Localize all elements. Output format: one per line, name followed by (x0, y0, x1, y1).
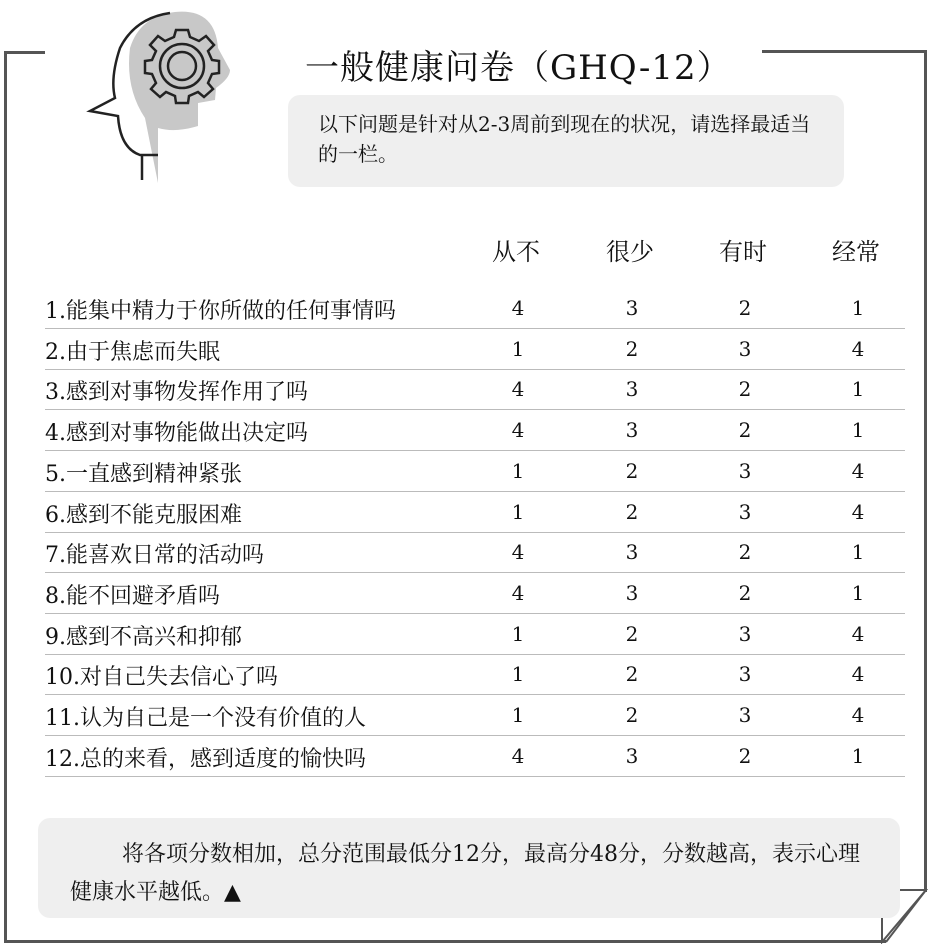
score-cell: 3 (738, 336, 752, 361)
score-cell: 1 (851, 418, 865, 443)
question-text: 1.能集中精力于你所做的任何事情吗 (45, 299, 396, 324)
head-gear-icon (80, 8, 270, 183)
question-text: 10.对自己失去信心了吗 (45, 665, 278, 691)
question-text: 8.能不回避矛盾吗 (45, 583, 220, 609)
score-cell: 4 (511, 580, 525, 605)
score-cell: 4 (851, 458, 865, 483)
question-text: 4.感到对事物能做出决定吗 (45, 421, 308, 447)
score-cell: 2 (738, 377, 752, 402)
score-cell: 2 (625, 703, 639, 727)
question-text: 2.由于焦虑而失眠 (45, 339, 220, 365)
score-cell: 3 (625, 377, 639, 402)
score-cell: 1 (851, 377, 865, 402)
table-row (45, 451, 905, 492)
column-header-often: 经常 (832, 238, 880, 266)
score-cell: 3 (625, 540, 639, 565)
score-cell: 3 (625, 580, 639, 605)
table-row (45, 736, 905, 777)
score-cell: 2 (738, 580, 752, 605)
score-cell: 3 (738, 499, 752, 524)
score-cell: 2 (625, 499, 639, 524)
table-row (45, 329, 905, 370)
frame-border-top-right (762, 50, 926, 53)
frame-border-bottom (4, 940, 886, 943)
score-cell: 3 (625, 296, 639, 320)
score-cell: 3 (625, 418, 639, 443)
score-cell: 1 (511, 458, 525, 483)
question-text: 7.能喜欢日常的活动吗 (45, 543, 264, 569)
score-cell: 1 (851, 540, 865, 565)
table-row (45, 492, 905, 533)
score-cell: 4 (851, 336, 865, 361)
intro-box: 以下问题是针对从2-3周前到现在的状况，请选择最适当的一栏。 (288, 95, 844, 187)
score-cell: 3 (738, 662, 752, 687)
score-cell: 4 (851, 621, 865, 646)
score-cell: 1 (511, 336, 525, 361)
score-cell: 4 (511, 377, 525, 402)
table-row (45, 654, 905, 695)
page-title: 一般健康问卷（GHQ-12） (305, 48, 732, 88)
score-cell: 3 (738, 621, 752, 646)
question-text: 6.感到不能克服困难 (45, 502, 242, 528)
question-text: 3.感到对事物发挥作用了吗 (45, 380, 308, 406)
column-header-never: 从不 (492, 238, 540, 266)
score-cell: 4 (511, 418, 525, 443)
score-cell: 2 (625, 458, 639, 483)
score-cell: 1 (511, 662, 525, 687)
scoring-note: 将各项分数相加，总分范围最低分12分，最高分48分，分数越高，表示心理健康水平越低。▲ (38, 818, 900, 918)
frame-border-top-left (5, 51, 45, 54)
column-header-sometimes: 有时 (719, 238, 767, 266)
score-cell: 1 (511, 703, 525, 727)
column-header-rarely: 很少 (606, 238, 654, 266)
table-row (45, 614, 905, 655)
score-cell: 1 (851, 580, 865, 605)
score-cell: 3 (738, 458, 752, 483)
question-text: 9.感到不高兴和抑郁 (45, 624, 242, 650)
score-cell: 1 (511, 621, 525, 646)
score-cell: 2 (738, 296, 752, 320)
score-cell: 2 (625, 621, 639, 646)
score-cell: 4 (511, 540, 525, 565)
table-row (45, 695, 905, 736)
frame-border-right (924, 50, 927, 892)
score-cell: 4 (511, 296, 525, 320)
question-text: 11.认为自己是一个没有价值的人 (45, 706, 366, 731)
score-cell: 1 (851, 296, 865, 320)
score-cell: 2 (738, 743, 752, 768)
score-cell: 3 (738, 703, 752, 727)
score-cell: 4 (851, 499, 865, 524)
question-text: 5.一直感到精神紧张 (45, 461, 242, 487)
score-cell: 4 (851, 703, 865, 727)
table-row (45, 288, 905, 329)
score-cell: 2 (625, 336, 639, 361)
score-cell: 1 (511, 499, 525, 524)
score-cell: 1 (851, 743, 865, 768)
question-text: 12.总的来看，感到适度的愉快吗 (45, 746, 366, 772)
score-cell: 3 (625, 743, 639, 768)
score-cell: 2 (738, 540, 752, 565)
score-cell: 4 (511, 743, 525, 768)
table-row (45, 369, 905, 410)
frame-border-left (4, 51, 7, 943)
score-cell: 2 (625, 662, 639, 687)
table-row (45, 573, 905, 614)
table-row (45, 532, 905, 573)
score-cell: 2 (738, 418, 752, 443)
score-cell: 4 (851, 662, 865, 687)
table-row (45, 410, 905, 451)
